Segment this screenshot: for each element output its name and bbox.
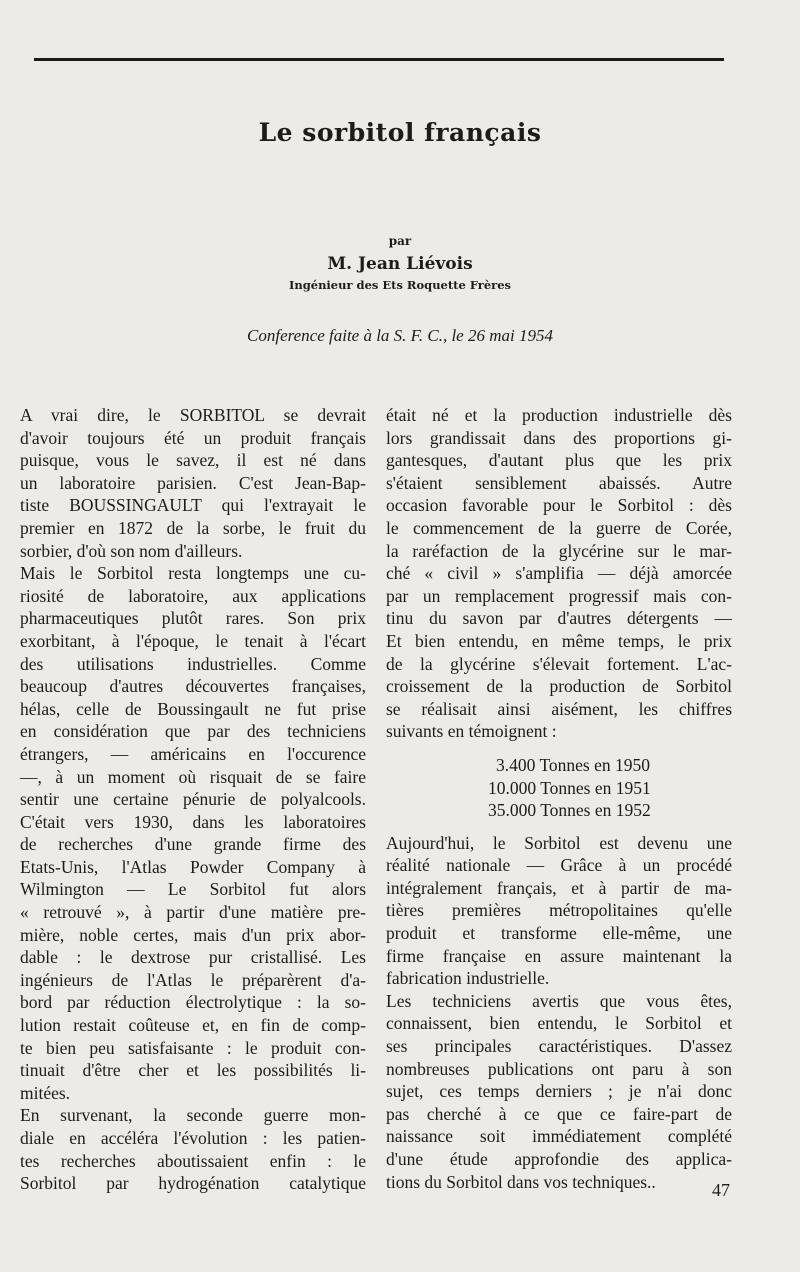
text-line: tes recherches aboutissaient enfin : le: [20, 1150, 366, 1171]
text-line: le commencement de la guerre de Corée,: [386, 517, 732, 538]
text-line: nombreuses publications ont paru à son: [386, 1058, 732, 1079]
text-line: C'était vers 1930, dans les laboratoires: [20, 811, 366, 832]
text-line: sorbier, d'où son nom d'ailleurs.: [20, 540, 243, 561]
text-line: « retrouvé », à partir d'une matière pre-: [20, 902, 366, 923]
text-line: lution restait coûteuse et, en fin de comp-: [20, 1015, 366, 1036]
text-line: intégralement français, et à partir de ma-: [386, 877, 732, 898]
text-line: riosité de laboratoire, aux applications: [20, 585, 366, 606]
left-column: [20, 404, 366, 1195]
text-line: mière, noble certes, mais d'un prix abor-: [20, 924, 366, 945]
tonnage-unit: Tonnes en: [540, 800, 612, 821]
text-line: diale en accéléra l'évolution : les patien-: [20, 1128, 366, 1148]
text-line: Les techniciens avertis que vous êtes,: [386, 990, 732, 1011]
text-line: suivants en témoignent :: [386, 721, 557, 742]
text-line: un laboratoire parisien. C'est Jean-Bap-: [20, 472, 366, 493]
text-line: étrangers, — américains en l'occurence: [20, 743, 366, 764]
text-line: firme française en assure maintenant la: [386, 945, 732, 966]
text-line: lors grandissait dans des proportions gi-: [386, 427, 732, 448]
text-line: Wilmington — Le Sorbitol fut alors: [20, 879, 366, 900]
tonnage-amount: 3.400: [496, 754, 536, 775]
text-line: d'avoir toujours été un produit français: [20, 427, 366, 448]
text-line: beaucoup d'autres découvertes françaises,: [20, 676, 366, 697]
text-line: fabrication industrielle.: [386, 968, 550, 989]
text-line: de la glycérine s'élevait fortement. L'ac-: [386, 653, 732, 674]
text-line: pas cherché à ce que ce faire-part de: [386, 1103, 732, 1124]
tonnage-year: 1950: [615, 754, 651, 775]
text-line: naissance soit immédiatement complété: [386, 1126, 732, 1147]
page-number: 47: [712, 1180, 730, 1200]
text-line: sentir une certaine pénurie de polyalcools.: [20, 789, 366, 810]
text-line: par un remplacement progressif mais con-: [386, 585, 732, 606]
text-line: hélas, celle de Boussingault ne fut prise: [20, 698, 366, 719]
tonnage-unit: Tonnes en: [539, 754, 611, 775]
text-line: tinu du savon par d'autres détergents —: [386, 608, 732, 629]
text-line: croissement de la production de Sorbitol: [386, 676, 732, 697]
tonnage-year: 1952: [615, 800, 651, 821]
tonnage-table: [386, 743, 732, 832]
text-line: mitées.: [20, 1082, 71, 1103]
text-line: se réalisait ainsi aisément, les chiffres: [386, 698, 732, 719]
text-line: réalité nationale — Grâce à un procédé: [386, 855, 732, 876]
conference-note: Conference faite à la S. F. C., le 26 mai 1954: [247, 326, 553, 345]
tonnage-amount: 10.000: [488, 777, 537, 798]
text-line: A vrai dire, le SORBITOL se devrait: [20, 405, 366, 425]
text-line: des utilisations industrielles. Comme: [20, 653, 366, 674]
tonnage-row: [386, 799, 732, 822]
author-affiliation: Ingénieur des Ets Roquette Frères: [288, 278, 512, 292]
text-line: Mais le Sorbitol resta longtemps une cu-: [20, 563, 366, 584]
byline-prefix: par: [388, 234, 412, 248]
text-line: produit et transforme elle-même, une: [386, 923, 732, 944]
text-line: tières premières métropolitaines qu'elle: [386, 900, 732, 921]
text-line: d'une étude approfondie des applica-: [386, 1149, 732, 1169]
text-line: —, à un moment où risquait de se faire: [20, 766, 366, 787]
text-line: occasion favorable pour le Sorbitol : dès: [386, 495, 732, 516]
text-line: En survenant, la seconde guerre mon-: [20, 1105, 366, 1126]
text-line: s'étaient sensiblement abaissés. Autre: [386, 472, 732, 493]
text-line: bord par réduction électrolytique : la so-: [20, 992, 366, 1013]
text-line: était né et la production industrielle dès: [386, 405, 732, 425]
text-line: de recherches d'une grande firme des: [20, 834, 366, 855]
text-line: ingénieurs de l'Atlas le préparèrent d'a-: [20, 969, 366, 990]
text-line: Et bien entendu, en même temps, le prix: [386, 630, 732, 651]
text-line: la raréfaction de la glycérine sur le mar-: [386, 540, 732, 561]
text-line: en considération que par des techniciens: [20, 721, 366, 742]
tonnage-year: 1951: [615, 777, 651, 798]
text-line: gantesques, d'autant plus que les prix: [386, 450, 732, 471]
right-column: [386, 404, 732, 1193]
text-line: Etats-Unis, l'Atlas Powder Company à: [20, 856, 366, 877]
tonnage-row: [386, 777, 732, 800]
author-name: M. Jean Liévois: [327, 254, 473, 274]
tonnage-unit: Tonnes en: [540, 777, 612, 798]
text-line: pharmaceutiques plutôt rares. Son prix: [20, 608, 366, 629]
text-line: ses principales caractéristiques. D'assez: [386, 1036, 732, 1057]
text-line: sujet, ces temps derniers ; je n'ai donc: [386, 1081, 732, 1102]
text-line: dable : le dextrose pur cristallisé. Les: [20, 947, 366, 968]
tonnage-row: [386, 754, 732, 777]
text-line: ché « civil » s'amplifia — déjà amorcée: [386, 563, 732, 584]
text-line: tions du Sorbitol dans vos techniques..: [386, 1171, 656, 1192]
text-line: Sorbitol par hydrogénation catalytique: [20, 1173, 366, 1194]
text-line: exorbitant, à l'époque, le tenait à l'écart: [20, 630, 366, 651]
text-line: connaissent, bien entendu, le Sorbitol et: [386, 1013, 732, 1034]
text-line: Aujourd'hui, le Sorbitol est devenu une: [386, 832, 732, 853]
top-rule: [34, 58, 724, 61]
text-line: te bien peu satisfaisante : le produit con-: [20, 1037, 366, 1058]
text-line: premier en 1872 de la sorbe, le fruit du: [20, 517, 366, 538]
text-line: tiste BOUSSINGAULT qui l'extrayait le: [20, 495, 366, 516]
tonnage-amount: 35.000: [488, 800, 537, 821]
text-line: tinuait d'être cher et les possibilités li-: [20, 1060, 366, 1081]
text-line: puisque, vous le savez, il est né dans: [20, 450, 366, 471]
article-title: Le sorbitol français: [258, 118, 542, 147]
